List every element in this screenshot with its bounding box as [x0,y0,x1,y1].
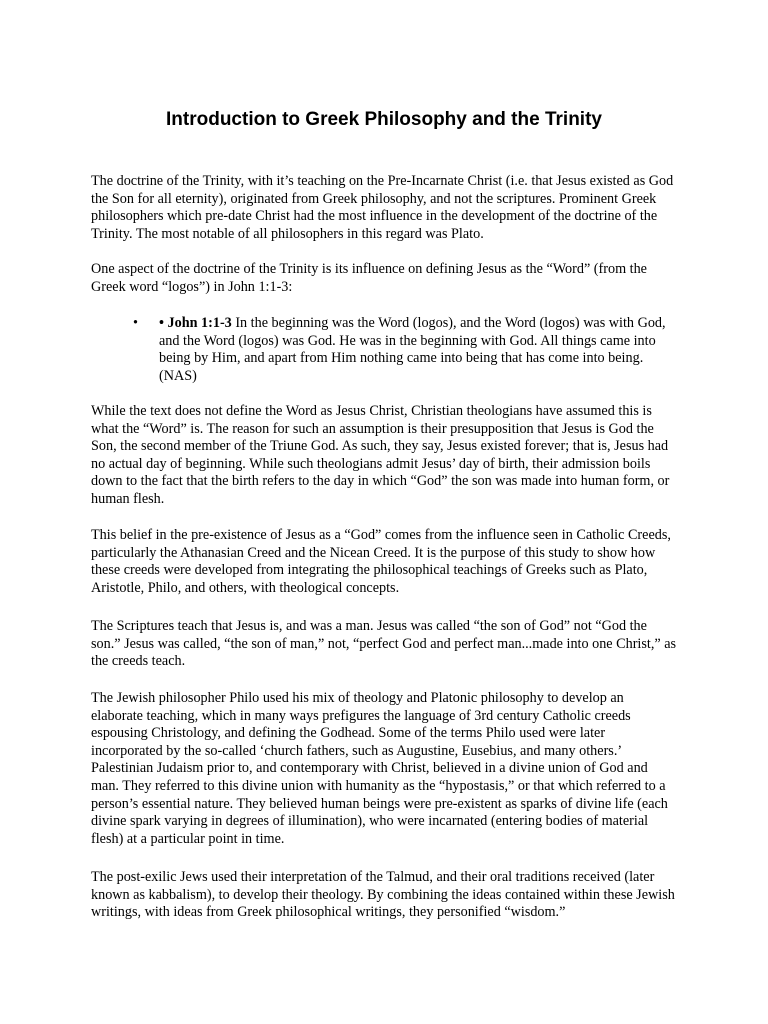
scripture-text: In the beginning was the Word (logos), and the Word (logos) was with God, and the Word (logos) was God. He was in the beginning with God. All things came into being by Him, and apart from Him nothing came into being that has come into being. (NAS) [159,315,666,384]
scripture-bullet [133,315,679,385]
paragraph-scriptures-teach: The Scriptures teach that Jesus is, and was a man. Jesus was called “the son of God” not “God the son.” Jesus was called, “the son of man,” not, “perfect God and perfect man...made into one Christ,” as the creeds teach. [91,618,677,670]
paragraph-trinity-origin: The doctrine of the Trinity, with it’s teaching on the Pre-Incarnate Christ (i.e. that Jesus existed as God the Son for all eternity), originated from Greek philosophy, and not the scriptures. Prominent Greek philosophers which pre-date Christ had the most influence in the development of the doctrine of the Trinity. The most notable of all philosophers in this regard was Plato. [91,173,674,242]
document-title: Introduction to Greek Philosophy and the Trinity [166,109,602,130]
bullet-icon: • [133,315,138,331]
scripture-reference: • John 1:1-3 [159,315,232,331]
paragraph-catholic-creeds: This belief in the pre-existence of Jesus as a “God” comes from the influence seen in Catholic Creeds, particularly the Athanasian Creed and the Nicean Creed. It is the purpose of this study to show how these creeds were developed from integrating the philosophical teachings of Greeks such as Plato, Aristotle, Philo, and others, with theological concepts. [91,527,671,596]
paragraph-post-exilic-jews: The post-exilic Jews used their interpretation of the Talmud, and their oral traditions received (later known as kabbalism), to develop their theology. By combining the ideas contained within these Jewish writings, with ideas from Greek philosophical writings, they personified “wisdom.” [91,869,675,921]
paragraph-theologians-assumption: While the text does not define the Word as Jesus Christ, Christian theologians have assumed this is what the “Word” is. The reason for such an assumption is their presupposition that Jesus is God the Son, the second member of the Triune God. As such, they say, Jesus existed forever; that is, Jesus had no actual day of beginning. While such theologians admit Jesus’ day of birth, their admission boils down to the fact that the birth refers to the day in which “God” the son was made into human form, or human flesh. [91,403,670,507]
paragraph-philo: The Jewish philosopher Philo used his mix of theology and Platonic philosophy to develop an elaborate teaching, which in many ways prefigures the language of 3rd century Catholic creeds espousing Christology, and defining the Godhead. Some of the terms Philo used were later incorporated by the so-called ‘church fathers, such as Augustine, Eusebius, and many others.’ Palestinian Judaism prior to, and contemporary with Christ, believed in a divine union of God and man. They referred to this divine union with humanity as the “hypostasis,” or that which referred to a person’s essential nature. They believed human beings were pre-existent as sparks of divine life (each divine spark varying in degrees of illumination), who were incarnated (entering bodies of material flesh) at a particular point in time. [91,690,668,847]
paragraph-word-logos: One aspect of the doctrine of the Trinity is its influence on defining Jesus as the “Word” (from the Greek word “logos”) in John 1:1-3: [91,261,647,295]
